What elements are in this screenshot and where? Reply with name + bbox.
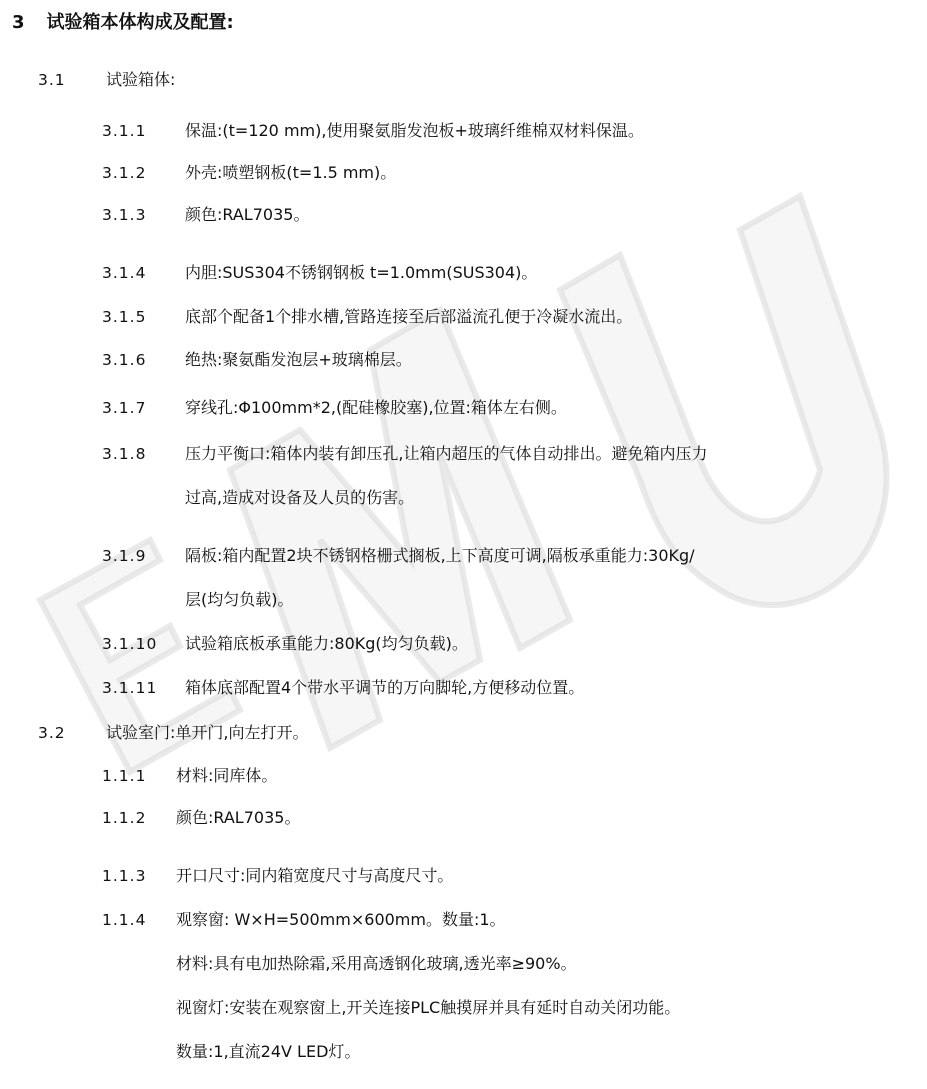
section-heading [12, 12, 234, 34]
item-number: 3.1.3 [102, 206, 147, 224]
item-text: 箱体底部配置4个带水平调节的万向脚轮,方便移动位置。 [185, 678, 585, 697]
item-number: 3.1.5 [102, 308, 147, 326]
item-number: 3.1.7 [102, 399, 147, 417]
item-number: 1.1.1 [102, 767, 147, 785]
item-text: 底部个配备1个排水槽,管路连接至后部溢流孔便于冷凝水流出。 [185, 307, 633, 326]
item-number: 1.1.4 [102, 911, 147, 929]
item-continuation: 过高,造成对设备及人员的伤害。 [185, 488, 415, 507]
section-number: 3 [12, 12, 25, 33]
item-text: 保温:(t=120 mm),使用聚氨脂发泡板+玻璃纤维棉双材料保温。 [185, 121, 644, 140]
item-text: 材料:同库体。 [176, 766, 278, 785]
subsection-number: 3.1 [38, 71, 66, 89]
item-text: 试验箱底板承重能力:80Kg(均匀负载)。 [185, 634, 468, 653]
subsection-number: 3.2 [38, 724, 66, 742]
item-continuation: 层(均匀负载)。 [185, 590, 294, 609]
item-number: 3.1.8 [102, 445, 147, 463]
item-text: 观察窗: W×H=500mm×600mm。数量:1。 [176, 910, 506, 929]
item-number: 3.1.10 [102, 635, 158, 653]
item-text: 内胆:SUS304不锈钢钢板 t=1.0mm(SUS304)。 [185, 263, 538, 282]
item-number: 3.1.6 [102, 351, 147, 369]
item-text: 隔板:箱内配置2块不锈钢格栅式搁板,上下高度可调,隔板承重能力:30Kg/ [185, 546, 695, 565]
item-number: 3.1.1 [102, 122, 147, 140]
item-number: 3.1.4 [102, 264, 147, 282]
window-detail-line: 视窗灯:安装在观察窗上,开关连接PLC触摸屏并具有延时自动关闭功能。 [176, 998, 681, 1017]
window-detail-line: 材料:具有电加热除霜,采用高透钢化玻璃,透光率≥90%。 [176, 954, 577, 973]
item-number: 3.1.11 [102, 679, 158, 697]
item-text: 开口尺寸:同内箱宽度尺寸与高度尺寸。 [176, 866, 454, 885]
item-text: 颜色:RAL7035。 [185, 205, 310, 224]
item-text: 外壳:喷塑钢板(t=1.5 mm)。 [185, 163, 397, 182]
subsection-title: 试验箱体: [106, 70, 176, 89]
section-title: 试验箱本体构成及配置: [46, 12, 234, 33]
item-number: 3.1.9 [102, 547, 147, 565]
item-number: 1.1.3 [102, 867, 147, 885]
item-number: 3.1.2 [102, 164, 147, 182]
window-detail-line: 数量:1,直流24V LED灯。 [176, 1042, 361, 1061]
item-text: 压力平衡口:箱体内装有卸压孔,让箱内超压的气体自动排出。避免箱内压力 [185, 444, 708, 463]
item-number: 1.1.2 [102, 809, 147, 827]
subsection-title: 试验室门:单开门,向左打开。 [106, 723, 309, 742]
item-text: 颜色:RAL7035。 [176, 808, 301, 827]
item-text: 绝热:聚氨酯发泡层+玻璃棉层。 [185, 350, 412, 369]
item-text: 穿线孔:Φ100mm*2,(配硅橡胶塞),位置:箱体左右侧。 [185, 398, 567, 417]
